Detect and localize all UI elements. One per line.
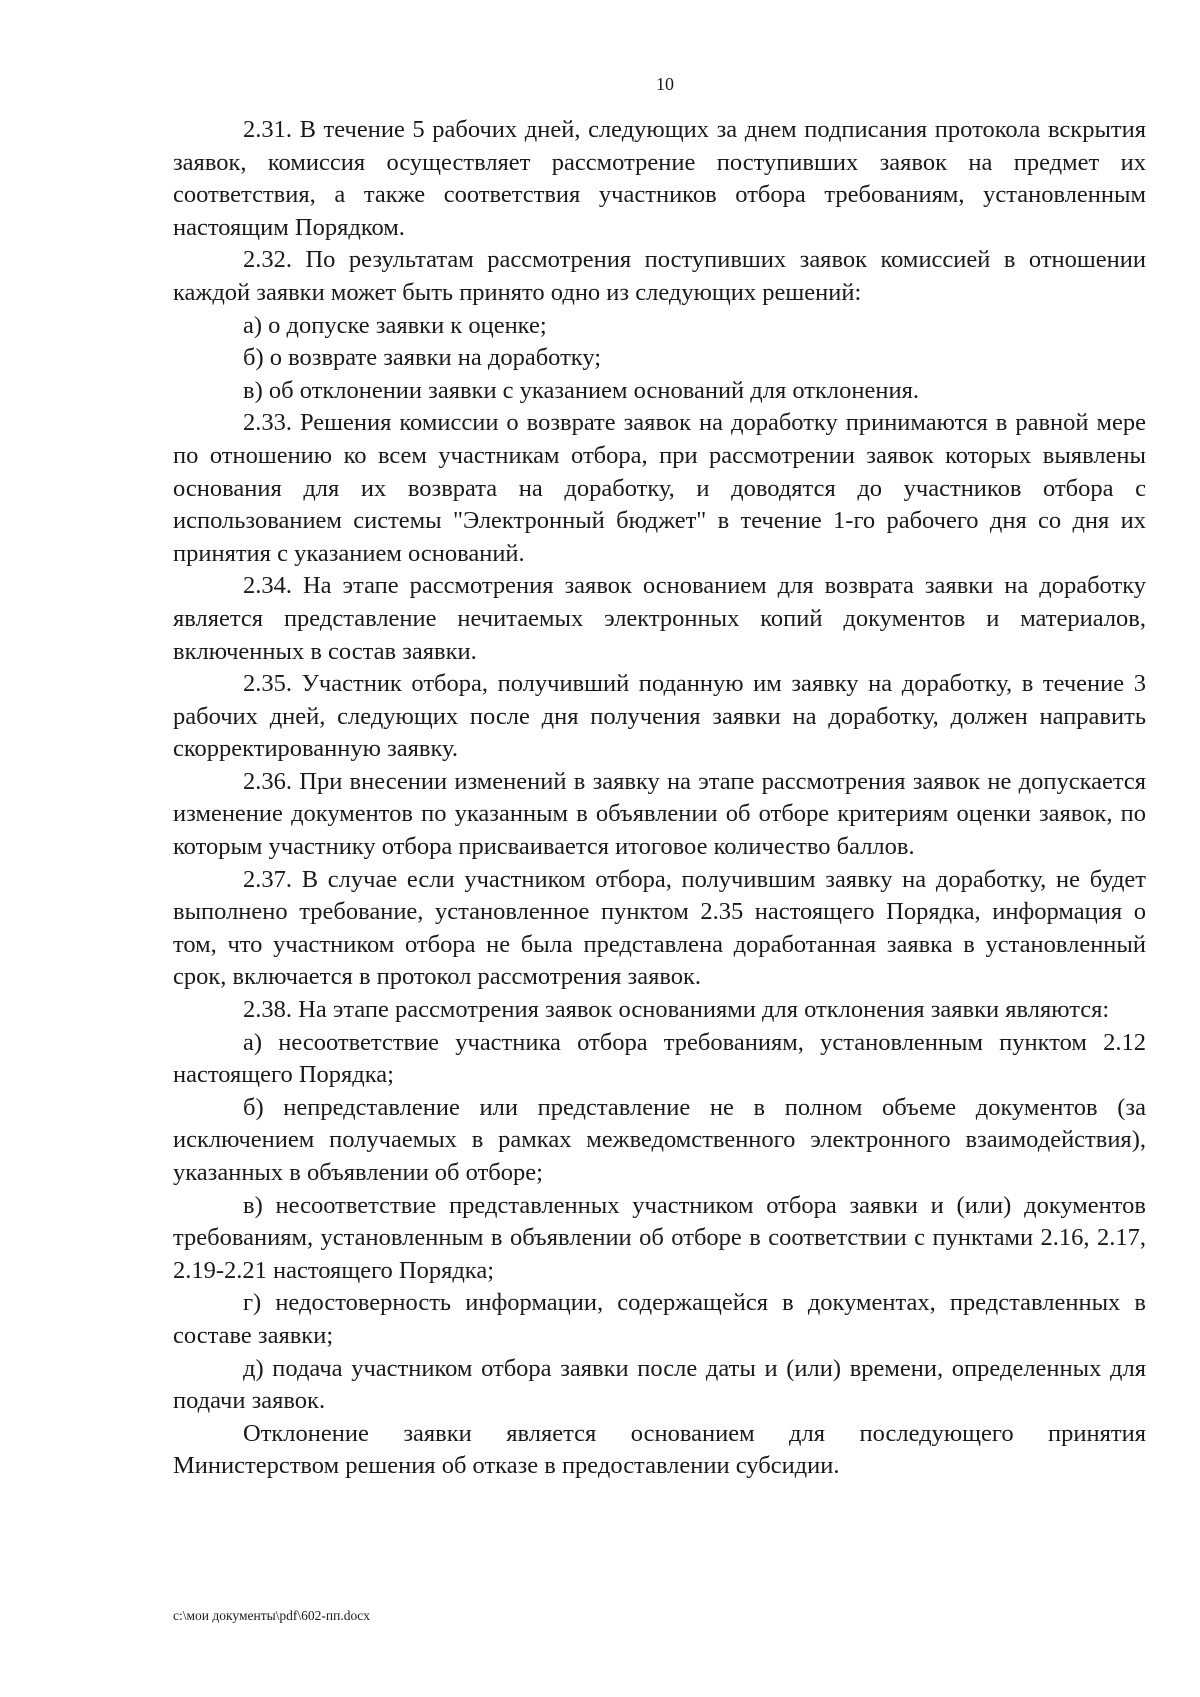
paragraph-2-38: 2.38. На этапе рассмотрения заявок основаниями для отклонения заявки являются: bbox=[243, 996, 1110, 1024]
footer-file-path: c:\мои документы\pdf\602-пп.docx bbox=[173, 1608, 370, 1623]
paragraph-2-33: 2.33. Решения комиссии о возврате заявок на доработку принимаются в равной мере по отношению ко всем участникам отбора, при рассмотрении заявок которых выявлены основания для их возврата на доработку, и доводятся до участников отбора с использованием системы "Электронный бюджет" в течение 1-го рабочего дня со дня их принятия с указанием оснований. bbox=[173, 409, 1146, 567]
list-item-a: а) несоответствие участника отбора требованиям, установленным пунктом 2.12 настоящего Порядка; bbox=[173, 1028, 1146, 1089]
list-item-b: б) непредставление или представление не в полном объеме документов (за исключением получаемых в рамках межведомственного электронного взаимодействия), указанных в объявлении об отборе; bbox=[173, 1093, 1146, 1186]
list-item-b: б) о возврате заявки на доработку; bbox=[243, 344, 602, 372]
list-item-d: д) подача участником отбора заявки после даты и (или) времени, определенных для подачи заявок. bbox=[173, 1354, 1146, 1415]
page-number: 10 bbox=[656, 74, 674, 94]
paragraph-rejection-note: Отклонение заявки является основанием для последующего принятия Министерством решения об отказе в предоставлении субсидии. bbox=[173, 1419, 1146, 1480]
paragraph-2-36: 2.36. При внесении изменений в заявку на этапе рассмотрения заявок не допускается изменение документов по указанным в объявлении об отборе критериям оценки заявок, по которым участнику отбора присваивается итоговое количество баллов. bbox=[173, 767, 1146, 861]
paragraph-2-35: 2.35. Участник отбора, получивший поданную им заявку на доработку, в течение 3 рабочих дней, следующих после дня получения заявки на доработку, должен направить скорректированную заявку. bbox=[173, 670, 1146, 763]
list-item-v: в) несоответствие представленных участником отбора заявки и (или) документов требованиям, установленным в объявлении об отборе в соответствии с пунктами 2.16, 2.17, 2.19-2.21 настоящего Порядка; bbox=[173, 1191, 1146, 1284]
paragraph-2-31: 2.31. В течение 5 рабочих дней, следующих за днем подписания протокола вскрытия заявок, комиссия осуществляет рассмотрение поступивших заявок на предмет их соответствия, а также соответствия участников отбора требованиям, установленным настоящим Порядком. bbox=[173, 116, 1146, 241]
paragraph-2-32: 2.32. По результатам рассмотрения поступивших заявок комиссией в отношении каждой заявки может быть принято одно из следующих решений: bbox=[173, 246, 1146, 306]
document-body bbox=[173, 114, 1146, 1483]
list-item-a: а) о допуске заявки к оценке; bbox=[243, 311, 547, 339]
list-item-v: в) об отклонении заявки с указанием оснований для отклонения. bbox=[243, 376, 919, 404]
paragraph-2-37: 2.37. В случае если участником отбора, получившим заявку на доработку, не будет выполнено требование, установленное пунктом 2.35 настоящего Порядка, информация о том, что участником отбора не была представлена доработанная заявка в установленный срок, включается в протокол рассмотрения заявок. bbox=[173, 865, 1146, 991]
paragraph-2-34: 2.34. На этапе рассмотрения заявок основанием для возврата заявки на доработку является представление нечитаемых электронных копий документов и материалов, включенных в состав заявки. bbox=[173, 572, 1146, 665]
list-item-g: г) недостоверность информации, содержащейся в документах, представленных в составе заявки; bbox=[173, 1289, 1146, 1349]
